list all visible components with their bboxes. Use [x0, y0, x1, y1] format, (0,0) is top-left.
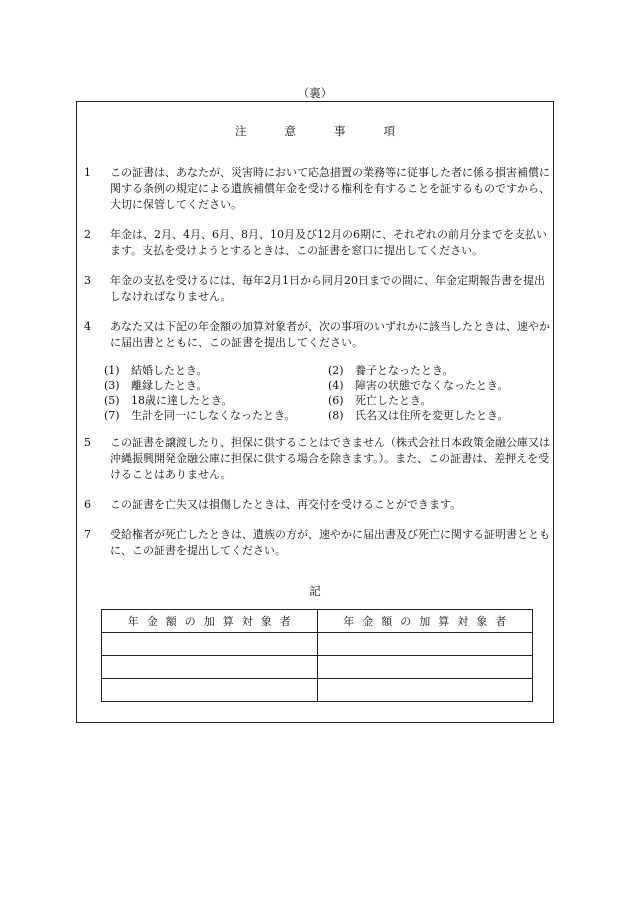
note-item — [84, 527, 550, 559]
table-cell — [317, 679, 533, 702]
condition-item — [104, 363, 328, 378]
conditions-list — [104, 363, 550, 423]
note-item — [84, 497, 550, 513]
notes-list — [84, 165, 550, 573]
condition-text: 生計を同一にしなくなったとき。 — [131, 409, 296, 422]
condition-number: (5) — [104, 394, 120, 407]
note-text: この証書を亡失又は損傷したときは、再交付を受けることができます。 — [110, 498, 462, 511]
condition-item — [104, 393, 328, 408]
condition-text: 養子となったとき。 — [355, 364, 454, 377]
condition-text: 氏名又は住所を変更したとき。 — [355, 409, 509, 422]
note-number: 2 — [84, 228, 91, 241]
condition-item — [328, 363, 548, 378]
note-number: 5 — [84, 436, 91, 449]
note-item — [84, 165, 550, 213]
note-item — [84, 227, 550, 259]
table-header-row — [102, 610, 533, 633]
table-cell — [102, 679, 318, 702]
page-side-label: （裏） — [297, 86, 333, 100]
note-number: 7 — [84, 528, 91, 541]
condition-text: 死亡したとき。 — [355, 394, 432, 407]
condition-number: (6) — [328, 394, 344, 407]
condition-number: (4) — [328, 379, 344, 392]
note-text: 年金の支払を受けるには、毎年2月1日から同月20日までの間に、年金定期報告書を提出しなければなりません。 — [110, 274, 545, 303]
note-text: あなた又は下記の年金額の加算対象者が、次の事項のいずれかに該当したときは、速やかに届出書とともに、この証書を提出してください。 — [110, 320, 550, 349]
note-text: この証書を譲渡したり、担保に供することはできません（株式会社日本政策金融公庫又は沖縄振興開発金融公庫に担保に供する場合を除きます。）。また、この証書は、差押えを受けることはありません。 — [110, 436, 550, 481]
table-row — [102, 679, 533, 702]
condition-text: 障害の状態でなくなったとき。 — [355, 379, 509, 392]
table-cell — [317, 633, 533, 656]
note-item — [84, 319, 550, 351]
condition-text: 離縁したとき。 — [131, 379, 208, 392]
table-cell — [317, 656, 533, 679]
condition-item — [328, 393, 548, 408]
note-number: 1 — [84, 166, 91, 179]
condition-number: (7) — [104, 409, 120, 422]
table-cell — [102, 633, 318, 656]
table-row — [102, 656, 533, 679]
condition-number: (2) — [328, 364, 344, 377]
note-item — [84, 273, 550, 305]
condition-item — [328, 378, 548, 393]
condition-item — [104, 378, 328, 393]
note-text: 年金は、2月、4月、6月、8月、10月及び12月の6期に、それぞれの前月分までを支払います。支払を受けようとするときは、この証書を窓口に提出してください。 — [110, 228, 547, 257]
condition-item — [104, 408, 328, 423]
condition-number: (3) — [104, 379, 120, 392]
condition-text: 結婚したとき。 — [131, 364, 208, 377]
notice-heading: 注意事項 — [235, 124, 433, 138]
condition-item — [328, 408, 548, 423]
note-number: 6 — [84, 498, 91, 511]
condition-number: (1) — [104, 364, 120, 377]
notice-frame — [76, 101, 554, 723]
note-number: 3 — [84, 274, 91, 287]
ki-label: 記 — [309, 584, 321, 598]
note-text: この証書は、あなたが、災害時において応急措置の業務等に従事した者に係る損害補償に関する条例の規定による遺族補償年金を受ける権利を有することを証するものですから、大切に保管してください。 — [110, 166, 550, 211]
beneficiary-table — [101, 609, 533, 702]
note-number: 4 — [84, 320, 91, 333]
table-cell — [102, 656, 318, 679]
note-text: 受給権者が死亡したときは、遺族の方が、速やかに届出書及び死亡に関する証明書とともに、この証書を提出してください。 — [110, 528, 550, 557]
note-item — [84, 435, 550, 483]
column-header: 年金額の加算対象者 — [317, 610, 533, 633]
column-header: 年金額の加算対象者 — [102, 610, 318, 633]
condition-number: (8) — [328, 409, 344, 422]
table-row — [102, 633, 533, 656]
condition-text: 18歳に達したとき。 — [131, 394, 233, 407]
